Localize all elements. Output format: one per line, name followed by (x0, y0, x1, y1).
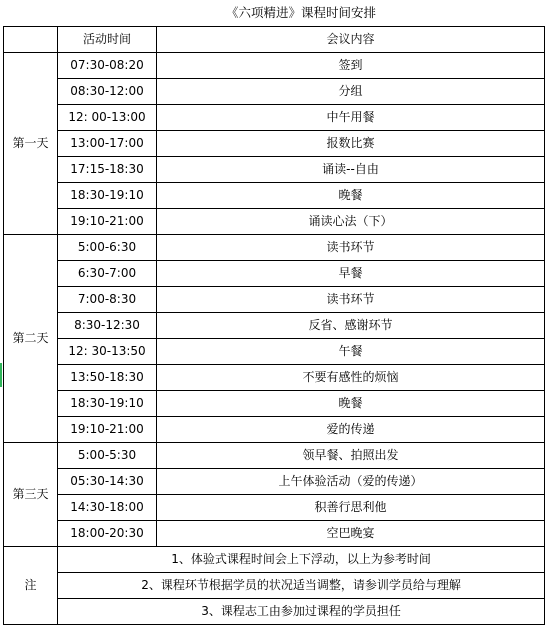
header-content[interactable]: 会议内容 (157, 26, 545, 52)
time-cell[interactable]: 05:30-14:30 (58, 468, 157, 494)
content-cell[interactable]: 早餐 (157, 260, 545, 286)
table-row (4, 364, 545, 390)
content-cell[interactable]: 中午用餐 (157, 104, 545, 130)
day-label[interactable]: 第二天 (4, 234, 58, 442)
content-cell[interactable]: 诵读--自由 (157, 156, 545, 182)
time-cell[interactable]: 19:10-21:00 (58, 416, 157, 442)
time-cell[interactable]: 8:30-12:30 (58, 312, 157, 338)
time-cell[interactable]: 6:30-7:00 (58, 260, 157, 286)
time-cell[interactable]: 13:00-17:00 (58, 130, 157, 156)
table-row (4, 494, 545, 520)
day-label[interactable]: 第三天 (4, 442, 58, 546)
time-cell[interactable]: 18:30-19:10 (58, 390, 157, 416)
content-cell[interactable]: 反省、感谢环节 (157, 312, 545, 338)
notes-label[interactable]: 注 (4, 546, 58, 624)
table-cell[interactable] (4, 0, 58, 26)
table-row (4, 130, 545, 156)
time-cell[interactable]: 17:15-18:30 (58, 156, 157, 182)
content-cell[interactable]: 积善行思利他 (157, 494, 545, 520)
content-cell[interactable]: 不要有感性的烦恼 (157, 364, 545, 390)
content-cell[interactable]: 领早餐、拍照出发 (157, 442, 545, 468)
time-cell[interactable]: 12: 30-13:50 (58, 338, 157, 364)
content-cell[interactable]: 报数比赛 (157, 130, 545, 156)
content-cell[interactable]: 读书环节 (157, 234, 545, 260)
table-row (4, 104, 545, 130)
table-row (4, 182, 545, 208)
notes-row (4, 598, 545, 624)
time-cell[interactable]: 07:30-08:20 (58, 52, 157, 78)
notes-row (4, 546, 545, 572)
schedule-title[interactable]: 《六项精进》课程时间安排 (226, 4, 377, 20)
time-cell[interactable]: 5:00-5:30 (58, 442, 157, 468)
row-indicator (0, 363, 2, 387)
time-cell[interactable]: 5:00-6:30 (58, 234, 157, 260)
table-row (4, 338, 545, 364)
content-cell[interactable]: 空巴晚宴 (157, 520, 545, 546)
content-cell[interactable]: 分组 (157, 78, 545, 104)
table-row (4, 78, 545, 104)
table-row (4, 312, 545, 338)
table-row (4, 156, 545, 182)
time-cell[interactable]: 08:30-12:00 (58, 78, 157, 104)
table-row (4, 286, 545, 312)
content-cell[interactable]: 读书环节 (157, 286, 545, 312)
table-cell[interactable] (4, 26, 58, 52)
header-row (4, 26, 545, 52)
table-row (4, 442, 545, 468)
table-row (4, 208, 545, 234)
content-cell[interactable]: 午餐 (157, 338, 545, 364)
note-text[interactable]: 2、课程环节根据学员的状况适当调整，请参训学员给与理解 (58, 572, 545, 598)
title-row (4, 0, 545, 26)
table-row (4, 234, 545, 260)
time-cell[interactable]: 7:00-8:30 (58, 286, 157, 312)
notes-row (4, 572, 545, 598)
content-cell[interactable]: 爱的传递 (157, 416, 545, 442)
time-cell[interactable]: 12: 00-13:00 (58, 104, 157, 130)
table-row (4, 468, 545, 494)
time-cell[interactable]: 18:30-19:10 (58, 182, 157, 208)
table-row (4, 52, 545, 78)
time-cell[interactable]: 13:50-18:30 (58, 364, 157, 390)
content-cell[interactable]: 诵读心法（下） (157, 208, 545, 234)
table-row (4, 416, 545, 442)
header-time[interactable]: 活动时间 (58, 26, 157, 52)
note-text[interactable]: 3、课程志工由参加过课程的学员担任 (58, 598, 545, 624)
table-row (4, 390, 545, 416)
content-cell[interactable]: 晚餐 (157, 182, 545, 208)
table-row (4, 520, 545, 546)
content-cell[interactable]: 上午体验活动（爱的传递） (157, 468, 545, 494)
day-label[interactable]: 第一天 (4, 52, 58, 234)
content-cell[interactable]: 晚餐 (157, 390, 545, 416)
time-cell[interactable]: 14:30-18:00 (58, 494, 157, 520)
time-cell[interactable]: 19:10-21:00 (58, 208, 157, 234)
schedule-table (3, 0, 545, 625)
time-cell[interactable]: 18:00-20:30 (58, 520, 157, 546)
content-cell[interactable]: 签到 (157, 52, 545, 78)
note-text[interactable]: 1、体验式课程时间会上下浮动，以上为参考时间 (58, 546, 545, 572)
table-row (4, 260, 545, 286)
